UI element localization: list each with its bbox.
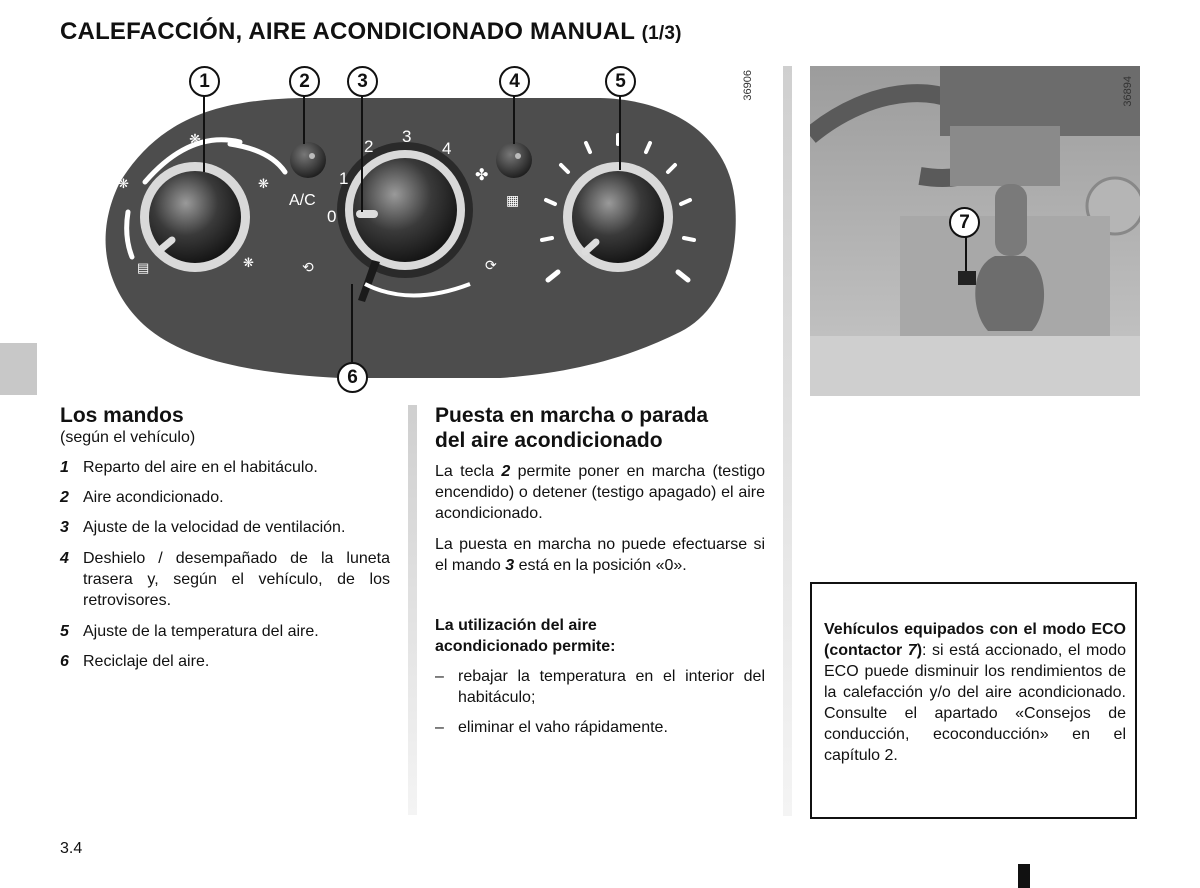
ac-label: A/C	[289, 192, 316, 209]
column-divider-left	[408, 405, 417, 815]
startstop-paragraph-2: La puesta en marcha no puede efectuarse si el mando 3 está en la posición «0».	[435, 536, 765, 574]
startstop-heading	[435, 403, 775, 453]
eco-note-text: Vehículos equipados con el modo ECO (contactor 7): si está accionado, el modo ECO puede disminuir los rendimientos de la calefacción y/o del aire acondicionado. Consulte el apartado «Consejos de conducción, ecoconducción» en el capítulo 2.	[824, 621, 1126, 764]
figure-code-panel: 36906	[742, 70, 754, 101]
fan-speed-3: 3	[402, 127, 412, 146]
control-panel-illustration	[80, 62, 770, 392]
startstop-paragraph-1: La tecla 2 permite poner en marcha (testigo encendido) o detener (testigo apagado) el aire acondicionado.	[435, 463, 765, 522]
recirculation-icon-left: ⟲	[302, 259, 314, 275]
control-item	[60, 457, 390, 478]
fan-speed-4: 4	[442, 139, 452, 158]
ac-usage-subheading	[435, 615, 765, 657]
callout-7: 7	[949, 207, 980, 238]
fan-speed-0: 0	[327, 207, 337, 226]
mode-icon: ❋	[189, 131, 201, 147]
control-item	[60, 517, 390, 538]
control-item-text: Ajuste de la temperatura del aire.	[83, 623, 319, 640]
bullet-text: eliminar el vaho rápidamente.	[458, 719, 668, 736]
page-title-suffix: (1/3)	[641, 23, 682, 44]
control-item	[60, 651, 390, 672]
rear-defrost-button	[496, 142, 532, 178]
callout-3: 3	[347, 66, 378, 97]
control-item-text: Ajuste de la velocidad de ventilación.	[83, 519, 346, 536]
callout-6: 6	[337, 362, 368, 393]
rear-defrost-icon: ▦	[506, 192, 520, 208]
control-item-number: 2	[60, 489, 69, 506]
recirculation-icon-right: ⟳	[485, 257, 497, 273]
fan-speed-2: 2	[364, 137, 374, 156]
controls-heading: Los mandos	[60, 404, 184, 427]
ac-button	[290, 142, 326, 178]
ac-usage-bullet	[435, 717, 765, 738]
controls-subheading: (según el vehículo)	[60, 429, 196, 446]
control-item	[60, 487, 390, 508]
control-item-text: Deshielo / desempañado de la luneta trasera y, según el vehículo, de los retrovisores.	[83, 550, 390, 609]
mode-icon: ❋	[118, 176, 129, 191]
control-item-text: Reciclaje del aire.	[83, 653, 210, 670]
gear-knob	[995, 184, 1027, 256]
control-item	[60, 548, 390, 611]
figure-code-car: 36894	[1122, 76, 1134, 107]
page-edge-marker	[1018, 864, 1030, 888]
page-title: CALEFACCIÓN, AIRE ACONDICIONADO MANUAL (1/3)	[60, 18, 682, 45]
mode-icon: ❋	[258, 176, 269, 191]
bullet-dash: –	[435, 719, 444, 736]
callout-2: 2	[289, 66, 320, 97]
control-item-text: Aire acondicionado.	[83, 489, 224, 506]
startstop-heading-line1: Puesta en marcha o parada	[435, 404, 709, 427]
control-item	[60, 621, 390, 642]
callout-4: 4	[499, 66, 530, 97]
eco-switch	[958, 271, 976, 285]
ac-usage-subheading-line2: acondicionado permite:	[435, 638, 616, 655]
page-number: 3.4	[60, 840, 83, 857]
seat-area	[810, 336, 1140, 396]
control-item-number: 3	[60, 519, 69, 536]
ac-led	[309, 153, 315, 159]
startstop-heading-line2: del aire acondicionado	[435, 429, 663, 452]
center-console	[950, 126, 1060, 186]
control-item-number: 5	[60, 623, 69, 640]
callout-1: 1	[189, 66, 220, 97]
column-divider-right	[783, 66, 792, 816]
control-item-number: 4	[60, 550, 69, 567]
bullet-dash: –	[435, 668, 444, 685]
control-item-number: 6	[60, 653, 69, 670]
control-item-text: Reparto del aire en el habitáculo.	[83, 459, 318, 476]
control-item-number: 1	[60, 459, 69, 476]
bullet-text: rebajar la temperatura en el interior del habitáculo;	[458, 668, 765, 706]
mode-icon: ▤	[137, 260, 150, 275]
callout-5: 5	[605, 66, 636, 97]
mode-icon: ❋	[243, 255, 254, 270]
ac-usage-subheading-line1: La utilización del aire	[435, 617, 597, 634]
fan-icon: ✤	[475, 167, 489, 184]
fan-speed-1: 1	[339, 169, 349, 188]
gear-boot	[975, 256, 1044, 331]
rear-defrost-led	[515, 153, 521, 159]
dashboard	[940, 66, 1140, 136]
ac-usage-bullet	[435, 666, 765, 708]
chapter-side-tab	[0, 343, 37, 395]
